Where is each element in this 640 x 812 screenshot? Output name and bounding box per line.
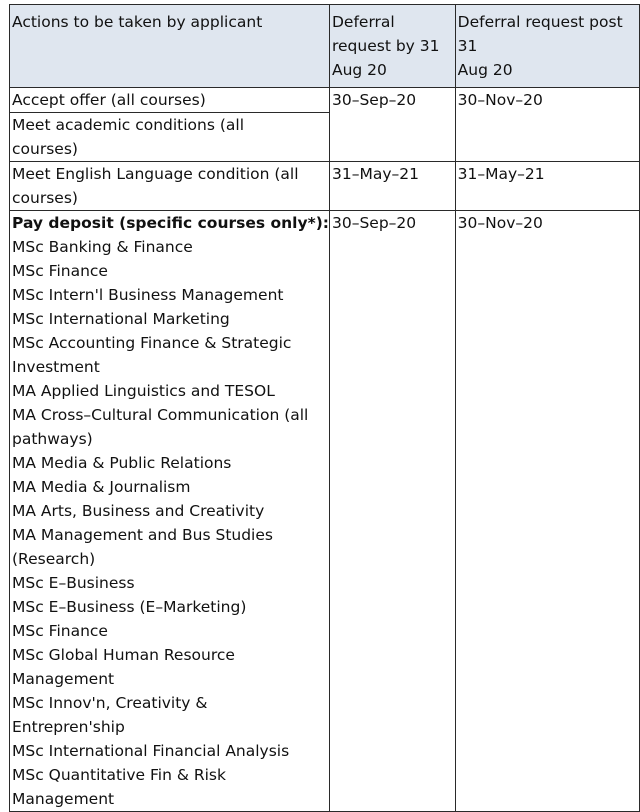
action-pay-deposit	[10, 211, 330, 812]
header-deferral-post-line: 31	[457, 37, 478, 55]
header-deferral-post-line: Aug 20	[457, 61, 513, 79]
action-label-line: courses)	[12, 140, 78, 158]
header-deferral-post	[455, 5, 639, 88]
course-list-item: MSc Finance	[12, 262, 108, 280]
course-list-item: MSc International Marketing	[12, 310, 230, 328]
action-accept-offer	[10, 88, 330, 113]
course-list-item: MSc Accounting Finance & Strategic	[12, 334, 292, 352]
header-actions-label: Actions to be taken by applicant	[12, 13, 263, 31]
date-cell	[329, 88, 455, 162]
date-cell	[455, 88, 639, 162]
date-cell	[455, 162, 639, 211]
date-value: 30–Sep–20	[331, 91, 417, 109]
course-list-item: MSc Global Human Resource	[12, 646, 235, 664]
header-deferral-by-line: Deferral	[331, 13, 395, 31]
course-list-item: Investment	[12, 358, 100, 376]
deferral-deadlines-table	[9, 4, 640, 812]
course-list-item: MSc Banking & Finance	[12, 238, 193, 256]
course-list-item: MSc Quantitative Fin & Risk	[12, 766, 226, 784]
course-list-item: MSc E–Business	[12, 574, 135, 592]
date-value: 30–Nov–20	[457, 91, 543, 109]
course-list	[12, 235, 329, 811]
table-row	[10, 162, 640, 211]
course-list-item: MSc Finance	[12, 622, 108, 640]
date-value: 31–May–21	[457, 165, 545, 183]
action-academic-conditions	[10, 113, 330, 162]
course-list-item: MA Arts, Business and Creativity	[12, 502, 265, 520]
course-list-item: pathways)	[12, 430, 93, 448]
course-list-item: MSc Intern'l Business Management	[12, 286, 284, 304]
course-list-item: Management	[12, 790, 115, 808]
action-label: Accept offer (all courses)	[12, 91, 206, 109]
date-cell	[329, 211, 455, 812]
course-list-item: MA Management and Bus Studies	[12, 526, 273, 544]
action-english-condition	[10, 162, 330, 211]
action-label-line: courses)	[12, 189, 78, 207]
course-list-item: MSc Innov'n, Creativity &	[12, 694, 208, 712]
date-cell	[329, 162, 455, 211]
course-list-item: Management	[12, 670, 115, 688]
action-label-line: Meet English Language condition (all	[12, 165, 299, 183]
header-deferral-by	[329, 5, 455, 88]
table-row	[10, 88, 640, 113]
action-label-line: Meet academic conditions (all	[12, 116, 245, 134]
date-value: 31–May–21	[331, 165, 419, 183]
course-list-item: (Research)	[12, 550, 96, 568]
deposit-label: Pay deposit (specific courses only*):	[12, 214, 329, 232]
header-deferral-post-line: Deferral request post	[457, 13, 623, 31]
course-list-item: MA Media & Journalism	[12, 478, 191, 496]
course-list-item: Entrepren'ship	[12, 718, 125, 736]
date-value: 30–Sep–20	[331, 214, 417, 232]
header-deferral-by-line: request by 31	[331, 37, 440, 55]
course-list-item: MSc E–Business (E–Marketing)	[12, 598, 247, 616]
date-cell	[455, 211, 639, 812]
course-list-item: MA Media & Public Relations	[12, 454, 232, 472]
table-row	[10, 211, 640, 812]
course-list-item: MA Cross–Cultural Communication (all	[12, 406, 309, 424]
header-deferral-by-line: Aug 20	[331, 61, 387, 79]
course-list-item: MA Applied Linguistics and TESOL	[12, 382, 275, 400]
date-value: 30–Nov–20	[457, 214, 543, 232]
course-list-item: MSc International Financial Analysis	[12, 742, 290, 760]
table-header-row	[10, 5, 640, 88]
header-actions	[10, 5, 330, 88]
